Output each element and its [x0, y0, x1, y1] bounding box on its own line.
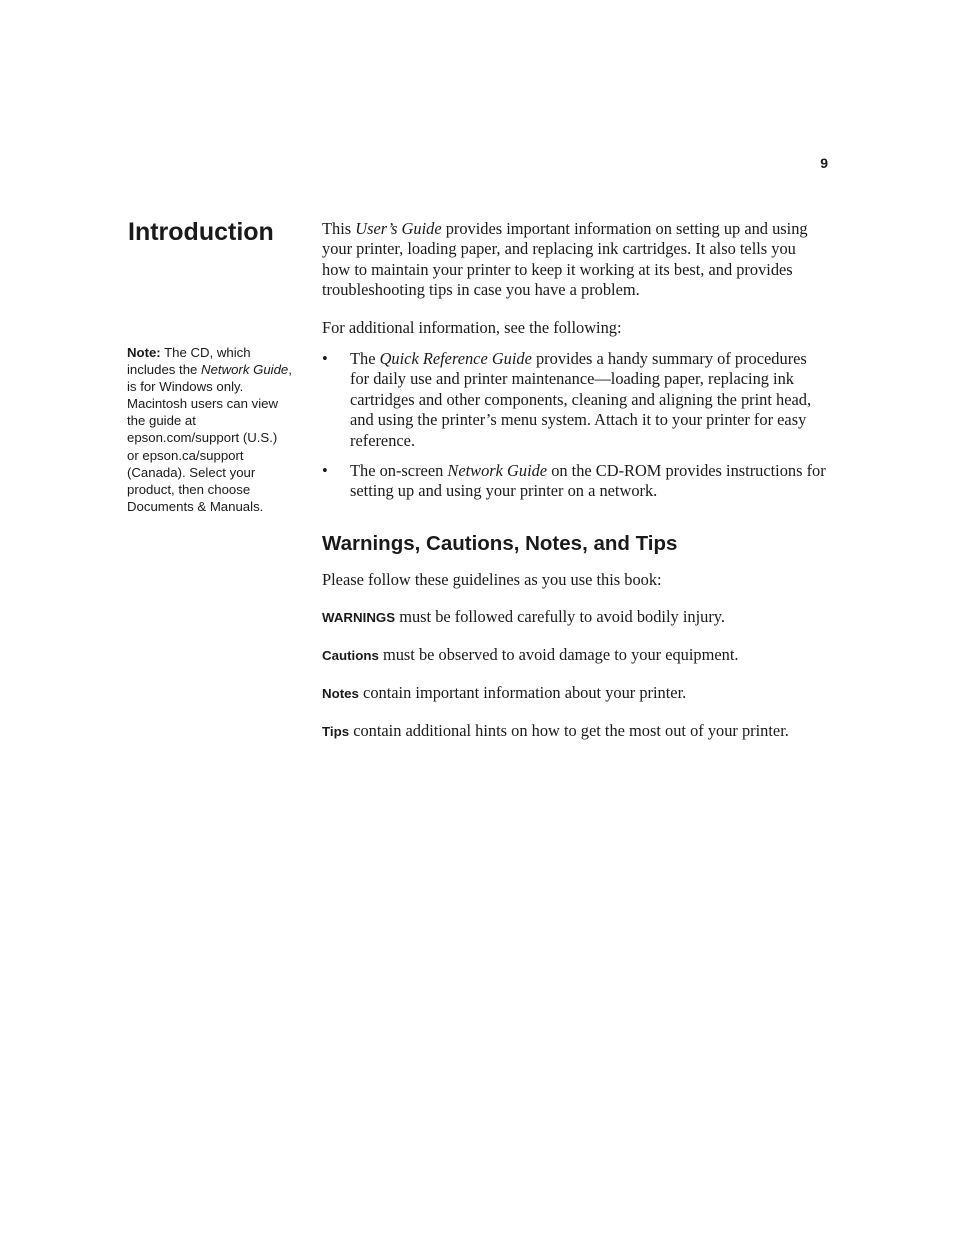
guideline-term: Cautions [322, 647, 379, 663]
guideline-notes [322, 683, 828, 704]
main-content [322, 219, 828, 758]
intro-italic-title: User’s Guide [355, 219, 442, 238]
list-item [322, 461, 828, 502]
intro-text: This [322, 219, 356, 238]
note-label: Note: [127, 345, 161, 360]
page-title: Introduction [128, 218, 274, 246]
side-note [127, 344, 292, 515]
list-item [322, 349, 828, 451]
additional-info-paragraph: For additional information, see the following: [322, 317, 622, 337]
bullet-icon: • [322, 349, 328, 369]
list-item-italic-title: Quick Reference Guide [379, 349, 532, 369]
note-text: , is for Windows only. Macintosh users can view the guide at epson.com/support (U.S.) or epson.ca/support (Canada). Select your product, then choose Documents & Manuals. [127, 362, 292, 514]
intro-text: provides important information on setting up and using your printer, loading paper, and replacing ink cartridges. It also tells you how to maintain your printer to keep it working at its best, and provides troubleshooting tips in case you have a problem. [322, 219, 808, 300]
guideline-term: Notes [322, 685, 359, 701]
note-text: The CD, which includes the [127, 345, 251, 378]
guideline-term: Tips [322, 723, 350, 739]
list-item-text: The [350, 349, 380, 369]
list-item-text: provides a handy summary of procedures for daily use and printer maintenance—loading paper, replacing ink cartridges and other components, cleaning and aligning the print head, and using the printer’s menu system. Attach it to your printer for easy reference. [350, 349, 812, 450]
list-item-text: The on-screen [350, 461, 448, 481]
list-item-text: on the CD-ROM provides instructions for setting up and using your printer on a network. [350, 461, 826, 501]
intro-paragraph [322, 219, 828, 301]
page-number: 9 [820, 155, 828, 171]
bullet-icon: • [322, 461, 328, 481]
guideline-term: WARNINGS [322, 609, 396, 625]
section-heading: Warnings, Cautions, Notes, and Tips [322, 531, 678, 555]
list-item-italic-title: Network Guide [447, 461, 548, 481]
guideline-cautions [322, 645, 828, 666]
guideline-text: must be observed to avoid damage to your equipment. [378, 644, 739, 664]
guideline-text: must be followed carefully to avoid bodily injury. [395, 606, 726, 626]
reference-list [322, 349, 828, 502]
note-italic-title: Network Guide [201, 362, 289, 378]
guideline-warnings [322, 607, 828, 628]
guideline-text: contain important information about your printer. [358, 682, 687, 702]
guidelines-intro: Please follow these guidelines as you use this book: [322, 569, 662, 589]
guideline-text: contain additional hints on how to get the most out of your printer. [349, 720, 789, 740]
guideline-tips [322, 721, 828, 742]
